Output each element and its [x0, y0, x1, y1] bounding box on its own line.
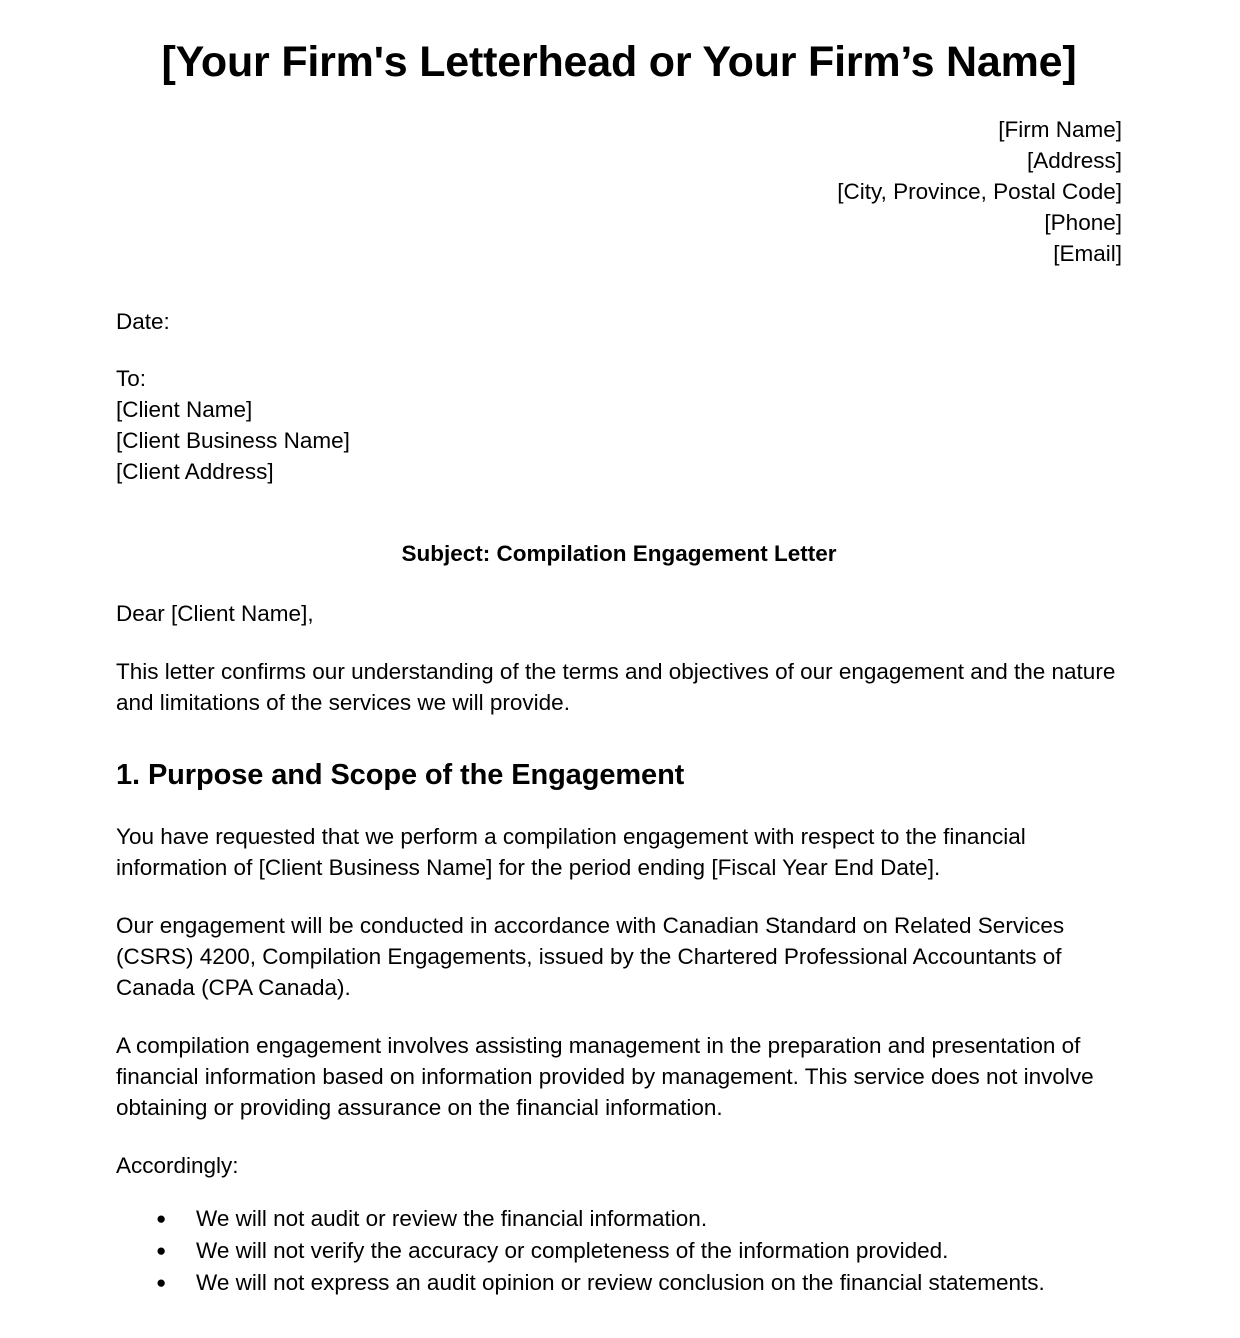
to-label: To:	[116, 366, 147, 392]
section-1-bullet-list	[116, 1181, 1122, 1298]
salutation: Dear [Client Name],	[116, 601, 314, 627]
bullet-icon: ●	[156, 1272, 167, 1292]
firm-address-block	[116, 88, 1122, 269]
list-item-label: We will not audit or review the financial information.	[196, 1205, 708, 1231]
date-label: Date:	[116, 309, 170, 335]
firm-address-line: [Firm Name]	[998, 117, 1122, 143]
firm-address-line: [Phone]	[1044, 210, 1122, 236]
firm-address-line: [Email]	[1053, 241, 1122, 267]
recipient-line: [Client Business Name]	[116, 428, 350, 454]
list-item	[116, 1267, 1122, 1298]
recipient-line: [Client Name]	[116, 397, 253, 423]
intro-paragraph: This letter confirms our understanding of the terms and objectives of our engagement and the nature and limitations of the services we will provide.	[116, 659, 1116, 716]
list-item-label: We will not express an audit opinion or review conclusion on the financial statements.	[196, 1269, 1045, 1295]
recipient-block	[116, 337, 1122, 487]
accordingly-lead-in: Accordingly:	[116, 1152, 239, 1178]
recipient-line: [Client Address]	[116, 459, 274, 485]
bullet-icon: ●	[156, 1240, 167, 1260]
section-1-paragraph: You have requested that we perform a compilation engagement with respect to the financial information of [Client Business Name] for the period ending [Fiscal Year End Date].	[116, 823, 1026, 880]
list-item	[116, 1235, 1122, 1266]
section-1-paragraph: Our engagement will be conducted in accordance with Canadian Standard on Related Services (CSRS) 4200, Compilation Engagements, issued by the Chartered Professional Accountants of Canada (CPA Canada).	[116, 912, 1065, 1000]
section-1-paragraph: A compilation engagement involves assisting management in the preparation and presentation of financial information based on information provided by management. This service does not involve obtaining or providing assurance on the financial information.	[116, 1032, 1094, 1120]
list-item	[116, 1203, 1122, 1234]
bullet-icon: ●	[156, 1208, 167, 1228]
firm-address-line: [Address]	[1026, 148, 1122, 174]
section-heading-1: 1. Purpose and Scope of the Engagement	[116, 759, 685, 792]
firm-address-line: [City, Province, Postal Code]	[837, 179, 1122, 205]
list-item-label: We will not verify the accuracy or completeness of the information provided.	[196, 1237, 949, 1263]
subject-line: Subject: Compilation Engagement Letter	[401, 541, 837, 567]
page-title: [Your Firm's Letterhead or Your Firm’s Name]	[161, 38, 1077, 86]
